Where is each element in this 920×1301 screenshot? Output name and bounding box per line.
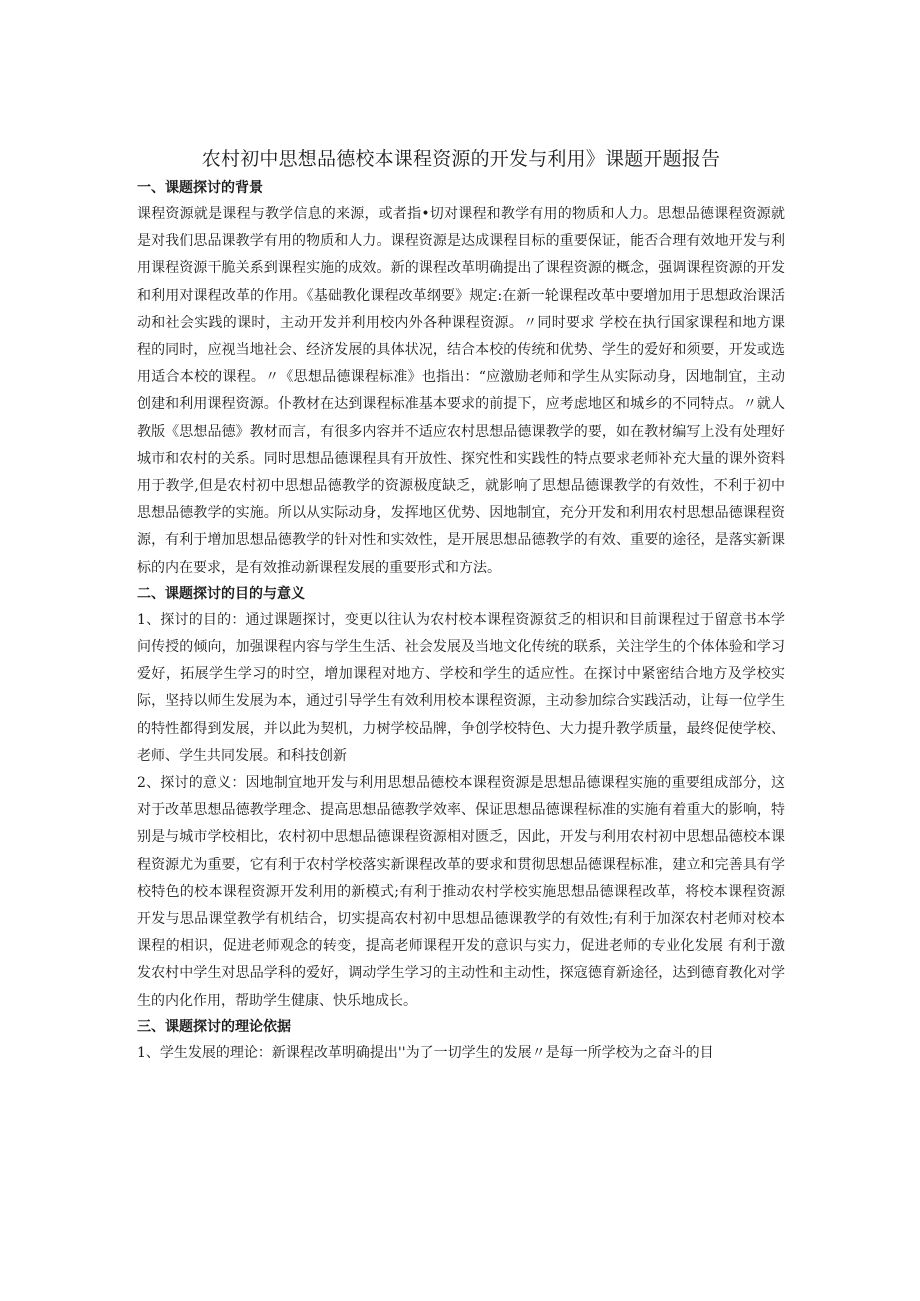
section-heading: 二、课题探讨的目的与意义: [137, 585, 305, 602]
section-heading: 三、课题探讨的理论依据: [137, 1018, 291, 1035]
document-page: [137, 148, 785, 1067]
paragraph: 课程资源就是课程与教学信息的来源，或者指•切对课程和教学有用的物质和人力。思想品德课程资源就是对我们思品课教学有用的物质和人力。课程资源是达成课程目标的重要保证，能否合理有效地开发与利用课程资源干脆关系到课程实施的成效。新的课程改革明确提出了课程资源的概念，强调课程资源的开发和利用对课程改革的作用。《基础教化课程改革纲要》规定:在新一轮课程改革中要增加用于思想政治课活动和社会实践的课时，主动开发并利用校内外各种课程资源。〃同时要求 学校在执行国家课程和地方课程的同时，应视当地社会、经济发展的具体状况，结合本校的传统和优势、学生的爱好和须要，开发或选用适合本校的课程。〃《思想品德课程标准》也指出：“应激励老师和学生从实际动身，因地制宜，主动创建和利用课程资源。仆教材在达到课程标准基本要求的前提下，应考虑地区和城乡的不同特点。〃就人教版《思想品德》教材而言，有很多内容并不适应农村思想品德课教学的要，如在教材编写上没有处理好城市和农村的关系。同时思想品德课程具有开放性、探究性和实践性的特点要求老师补充大量的课外资料用于教学,但是农村初中思想品德教学的资源极度缺乏，就影响了思想品德课教学的有效性，不利于初中思想品德教学的实施。所以从实际动身，发挥地区优势、因地制宜，充分开发和利用农村思想品德课程资源，有利于增加思想品德教学的针对性和实效性，是开展思想品德教学的有效、重要的途径，是落实新课标的内在要求，是有效推动新课程发展的重要形式和方法。: [137, 206, 785, 576]
paragraph: 1、学生发展的理论：新课程改革明确提出''为了一切学生的发展〃是每一所学校为之奋斗的目: [137, 1044, 714, 1061]
section-purpose-significance: [137, 582, 785, 1015]
paragraph: 2、探讨的意义：因地制宜地开发与利用思想品德校本课程资源是思想品德课程实施的重要组成部分，这对于改革思想品德教学理念、提高思想品德教学效率、保证思想品德课程标准的实施有着重大的影响，特别是与城市学校相比，农村初中思想品德课程资源相对匮乏，因此，开发与利用农村初中思想品德校本课程资源尤为重要，它有利于农村学校落实新课程改革的要求和贯彻思想品德课程标准，建立和完善具有学校特色的校本课程资源开发利用的新模式;有利于推动农村学校实施思想品德课程改革，将校本课程资源开发与思品课堂教学有机结合，切实提高农村初中思想品德课教学的有效性;有利于加深农村老师对校本课程的相识，促进老师观念的转变，提高老师课程开发的意识与实力，促进老师的专业化发展 有利于激发农村中学生对思品学科的爱好，调动学生学习的主动性和主动性，探寇德育新途径，达到德育教化对学生的内化作用，帮助学生健康、快乐地成长。: [137, 775, 785, 1009]
document-title: 农村初中思想品德校本课程资源的开发与利用》课题开题报告: [201, 148, 721, 170]
section-theoretical-basis: [137, 1015, 785, 1067]
section-background: [137, 176, 785, 582]
paragraph: 1、探讨的目的：通过课题探讨，变更以往认为农村校本课程资源贫乏的相识和目前课程过于留意书本学问传授的倾向，加强课程内容与学生生活、社会发展及当地文化传统的联系，关注学生的个体体验和学习爱好，拓展学生学习的时空，增加课程对地方、学校和学生的适应性。在探讨中紧密结合地方及学校实际，坚持以师生发展为本，通过引导学生有效利用校本课程资源，主动参加综合实践活动，让每一位学生的特性都得到发展，并以此为契机，力树学校品牌，争创学校特色、大力提升教学质量，最终促使学校、老师、学生共同发展。和科技创新: [137, 611, 785, 764]
section-heading: 一、课题探讨的背景: [137, 180, 263, 196]
